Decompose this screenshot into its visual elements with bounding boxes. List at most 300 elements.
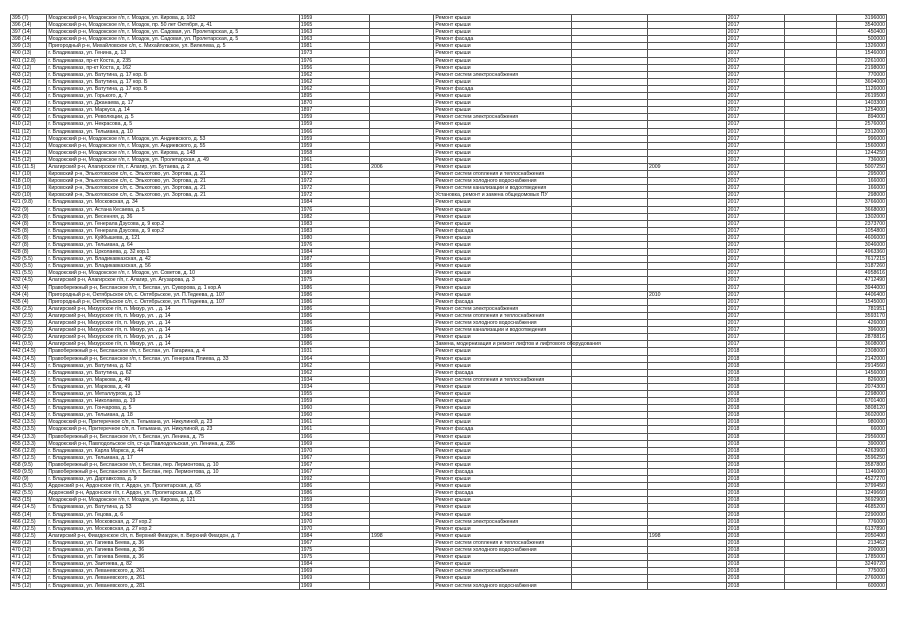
cost-cell: 4712490 [837, 277, 887, 284]
last-repair-year-cell [370, 29, 434, 36]
table-row [11, 43, 887, 50]
work-type-cell: Ремонт крыши [434, 575, 571, 582]
cost-cell: 3587800 [837, 461, 887, 468]
last-repair-year-cell [370, 242, 434, 249]
plan-year-cell: 2018 [726, 554, 784, 561]
address-cell: Алагирский р-н, Мизурское г/п, п. Мизур, ул. , д. 14 [47, 341, 299, 348]
table-row [11, 327, 887, 334]
repair-year-cell [647, 149, 726, 156]
plan-year-cell: 2018 [726, 532, 784, 539]
last-repair-year-cell [370, 43, 434, 50]
extra-cell [571, 192, 647, 199]
work-type-cell: Ремонт крыши [434, 93, 571, 100]
last-repair-year-cell [370, 298, 434, 305]
repair-year-cell [647, 426, 726, 433]
spacer-cell [785, 582, 837, 589]
extra-cell [571, 398, 647, 405]
cost-cell: 4406400 [837, 291, 887, 298]
extra-cell [571, 206, 647, 213]
last-repair-year-cell [370, 539, 434, 546]
plan-year-cell: 2017 [726, 312, 784, 319]
year-built-cell: 1959 [299, 15, 369, 22]
repair-year-cell [647, 469, 726, 476]
spacer-cell [785, 142, 837, 149]
capital-repair-schedule-table [10, 14, 887, 590]
spacer-cell [785, 469, 837, 476]
plan-year-cell: 2017 [726, 78, 784, 85]
cost-cell: 1244250 [837, 149, 887, 156]
repair-year-cell [647, 568, 726, 575]
plan-year-cell: 2017 [726, 50, 784, 57]
plan-year-cell: 2018 [726, 390, 784, 397]
repair-year-cell [647, 57, 726, 64]
table-row [11, 213, 887, 220]
address-cell: г. Владикавказ, ул. Гагиева Беева, д. 36 [47, 547, 299, 554]
extra-cell [571, 298, 647, 305]
last-repair-year-cell [370, 36, 434, 43]
last-repair-year-cell [370, 355, 434, 362]
table-row [11, 419, 887, 426]
spacer-cell [785, 163, 837, 170]
spacer-cell [785, 412, 837, 419]
year-built-cell: 1983 [299, 227, 369, 234]
row-number-cell: 401 (12.8) [11, 57, 47, 64]
work-type-cell: Ремонт крыши [434, 242, 571, 249]
extra-cell [571, 504, 647, 511]
spacer-cell [785, 511, 837, 518]
plan-year-cell: 2018 [726, 461, 784, 468]
address-cell: г. Владикавказ, ул. Ватутина, д. 62 [47, 369, 299, 376]
cost-cell: 200000 [837, 547, 887, 554]
year-built-cell: 1962 [299, 71, 369, 78]
cost-cell: 3944000 [837, 284, 887, 291]
last-repair-year-cell [370, 433, 434, 440]
row-number-cell: 453 (13.5) [11, 426, 47, 433]
cost-cell: 2074300 [837, 383, 887, 390]
cost-cell: 4527270 [837, 476, 887, 483]
last-repair-year-cell [370, 71, 434, 78]
year-built-cell: 1983 [299, 220, 369, 227]
spacer-cell [785, 78, 837, 85]
cost-cell: 213462 [837, 539, 887, 546]
cost-cell: 600000 [837, 582, 887, 589]
year-built-cell: 1958 [299, 504, 369, 511]
year-built-cell: 1975 [299, 547, 369, 554]
extra-cell [571, 454, 647, 461]
table-row [11, 454, 887, 461]
extra-cell [571, 85, 647, 92]
repair-year-cell [647, 511, 726, 518]
spacer-cell [785, 107, 837, 114]
address-cell: Ардонский р-н, Ардонское г/п, г. Ардон, ул. Пролетарская, д. 65 [47, 483, 299, 490]
plan-year-cell: 2017 [726, 341, 784, 348]
plan-year-cell: 2017 [726, 29, 784, 36]
work-type-cell: Ремонт крыши [434, 270, 571, 277]
work-type-cell: Замена, модернизация и ремонт лифтов и лифтового оборудования [435, 341, 601, 348]
cost-cell: 2760000 [837, 575, 887, 582]
address-cell: г. Владикавказ, ул. Гагиева Беева, д. 36 [47, 554, 299, 561]
year-built-cell: 1986 [299, 263, 369, 270]
address-cell: г. Владикавказ, ул. Ватутина, д. 53 [47, 504, 299, 511]
spacer-cell [785, 532, 837, 539]
repair-year-cell [647, 369, 726, 376]
plan-year-cell: 2018 [726, 568, 784, 575]
row-number-cell: 448 (14.5) [11, 390, 47, 397]
cost-cell: 1546000 [837, 50, 887, 57]
plan-year-cell: 2018 [726, 419, 784, 426]
row-number-cell: 432 (4.5) [11, 277, 47, 284]
table-row [11, 476, 887, 483]
extra-cell [571, 539, 647, 546]
cost-cell: 2261000 [837, 57, 887, 64]
year-built-cell: 1960 [299, 405, 369, 412]
table-row [11, 561, 887, 568]
work-type-cell: Ремонт систем отопления и теплоснабжения [434, 312, 571, 319]
cost-cell: 894000 [837, 114, 887, 121]
table-row [11, 234, 887, 241]
last-repair-year-cell [370, 376, 434, 383]
year-built-cell: 1962 [299, 369, 369, 376]
address-cell: Пригородный р-н, Октябрьское с/п, с. Октябрьское, ул. П.Тедеева, д. 107 [47, 298, 299, 305]
spacer-cell [785, 263, 837, 270]
spacer-cell [785, 284, 837, 291]
extra-cell [571, 78, 647, 85]
address-cell: г. Владикавказ, ул. Ватутина, д. 17 кор. Б [47, 78, 299, 85]
plan-year-cell: 2017 [726, 256, 784, 263]
work-type-cell: Ремонт фасада [434, 426, 571, 433]
row-number-cell: 447 (14.5) [11, 383, 47, 390]
extra-cell [571, 199, 647, 206]
address-cell: г. Владикавказ, ул. Заитиева, д. 82 [47, 561, 299, 568]
extra-cell [571, 312, 647, 319]
work-type-cell: Ремонт крыши [434, 107, 571, 114]
repair-year-cell [647, 518, 726, 525]
row-number-cell: 465 (14) [11, 511, 47, 518]
row-number-cell: 459 (9.5) [11, 469, 47, 476]
plan-year-cell: 2017 [726, 327, 784, 334]
extra-cell [571, 561, 647, 568]
spacer-cell [785, 85, 837, 92]
spacer-cell [785, 36, 837, 43]
year-built-cell: 1975 [299, 277, 369, 284]
row-number-cell: 424 (8) [11, 220, 47, 227]
table-row [11, 57, 887, 64]
year-built-cell: 1969 [299, 440, 369, 447]
address-cell: Моздокский р-н, Моздокское г/п, г. Моздок, ул. Пролетарская, д. 49 [47, 156, 299, 163]
table-row [11, 71, 887, 78]
work-type-cell: Ремонт крыши [434, 15, 571, 22]
year-built-cell: 1986 [299, 312, 369, 319]
extra-cell [571, 419, 647, 426]
last-repair-year-cell [370, 447, 434, 454]
plan-year-cell: 2018 [726, 426, 784, 433]
repair-year-cell [647, 85, 726, 92]
year-built-cell: 1986 [299, 284, 369, 291]
last-repair-year-cell [370, 561, 434, 568]
plan-year-cell: 2017 [726, 199, 784, 206]
plan-year-cell: 2017 [726, 100, 784, 107]
year-built-cell: 1959 [299, 135, 369, 142]
table-row [11, 504, 887, 511]
cost-cell: 2298000 [837, 390, 887, 397]
cost-cell: 3046000 [837, 242, 887, 249]
cost-cell: 736000 [837, 156, 887, 163]
cost-cell: 1560000 [837, 142, 887, 149]
year-built-cell: 1870 [299, 100, 369, 107]
spacer-cell [785, 539, 837, 546]
cost-cell: 3608000 [837, 341, 887, 348]
plan-year-cell: 2018 [726, 348, 784, 355]
spacer-cell [785, 220, 837, 227]
row-number-cell: 439 (2.5) [11, 327, 47, 334]
work-type-cell: Ремонт крыши [434, 64, 571, 71]
year-built-cell: 1955 [299, 390, 369, 397]
spacer-cell [785, 554, 837, 561]
table-row [11, 171, 887, 178]
table-row [11, 64, 887, 71]
cost-cell: 295000 [837, 171, 887, 178]
table-row [11, 206, 887, 213]
extra-cell [571, 135, 647, 142]
plan-year-cell: 2018 [726, 433, 784, 440]
table-row [11, 341, 887, 348]
table-row [11, 29, 887, 36]
table-row [11, 242, 887, 249]
extra-cell [571, 43, 647, 50]
spacer-cell [785, 29, 837, 36]
year-built-cell: 1972 [299, 185, 369, 192]
table-row [11, 568, 887, 575]
plan-year-cell: 2018 [726, 362, 784, 369]
year-built-cell: 1931 [299, 348, 369, 355]
row-number-cell: 436 (2.5) [11, 305, 47, 312]
row-number-cell: 473 (12) [11, 568, 47, 575]
work-type-cell: Ремонт крыши [434, 22, 571, 29]
work-type-cell: Ремонт крыши [434, 128, 571, 135]
work-type-cell: Ремонт фасада [434, 227, 571, 234]
last-repair-year-cell [370, 277, 434, 284]
repair-year-cell [647, 15, 726, 22]
repair-year-cell [647, 454, 726, 461]
table-row [11, 547, 887, 554]
repair-year-cell [647, 483, 726, 490]
row-number-cell: 455 (13.3) [11, 440, 47, 447]
cost-cell: 2142000 [837, 355, 887, 362]
row-number-cell: 462 (5.5) [11, 490, 47, 497]
address-cell: Моздокский р-н, Моздокское г/п, г. Моздок, ул. Андиевского, д. 53 [47, 135, 299, 142]
plan-year-cell: 2017 [726, 298, 784, 305]
repair-year-cell [647, 192, 726, 199]
row-number-cell: 403 (12) [11, 71, 47, 78]
cost-cell: 396000 [837, 327, 887, 334]
row-number-cell: 464 (14.5) [11, 504, 47, 511]
extra-cell [571, 575, 647, 582]
table-row [11, 490, 887, 497]
extra-cell [571, 100, 647, 107]
repair-year-cell [647, 320, 726, 327]
address-cell: Моздокский р-н, Моздокское г/п, г. Моздок, ул. Садовая, ул. Пролетарская, д. 5 [47, 29, 299, 36]
last-repair-year-cell [370, 291, 434, 298]
table-row [11, 355, 887, 362]
year-built-cell: 1965 [299, 22, 369, 29]
spacer-cell [785, 249, 837, 256]
plan-year-cell: 2017 [726, 171, 784, 178]
table-row [11, 440, 887, 447]
table-row [11, 405, 887, 412]
year-built-cell: 1970 [299, 447, 369, 454]
row-number-cell: 429 (5.5) [11, 256, 47, 263]
extra-cell [571, 57, 647, 64]
repair-year-cell [647, 419, 726, 426]
table-row [11, 36, 887, 43]
cost-cell: 770000 [837, 71, 887, 78]
address-cell: Моздокский р-н, Притеречное с/п, п. Тельмана, ул. Никулиной, д. 23 [47, 419, 299, 426]
cost-cell: 1326000 [837, 43, 887, 50]
address-cell: Правобережный р-н, Бесланское г/п, г. Беслан, ул. Суворова, д. 1 кор.А [47, 284, 299, 291]
spacer-cell [785, 100, 837, 107]
address-cell: Моздокский р-н, Моздокское г/п, г. Моздок, ул. Андиевского, д. 55 [47, 142, 299, 149]
repair-year-cell [647, 504, 726, 511]
repair-year-cell [647, 114, 726, 121]
cost-cell: 390000 [837, 440, 887, 447]
work-type-cell: Ремонт крыши [434, 461, 571, 468]
extra-cell [571, 582, 647, 589]
address-cell: г. Владикавказ, пр-кт Коста, д. 162 [47, 64, 299, 71]
last-repair-year-cell [370, 327, 434, 334]
spacer-cell [785, 376, 837, 383]
extra-cell [571, 29, 647, 36]
work-type-cell: Ремонт крыши [434, 362, 571, 369]
table-row [11, 511, 887, 518]
repair-year-cell [647, 220, 726, 227]
last-repair-year-cell [370, 497, 434, 504]
table-row [11, 390, 887, 397]
row-number-cell: 475 (12) [11, 582, 47, 589]
cost-cell: 66000 [837, 426, 887, 433]
repair-year-cell [647, 539, 726, 546]
spacer-cell [785, 334, 837, 341]
extra-cell [571, 277, 647, 284]
extra-cell [571, 178, 647, 185]
table-row [11, 249, 887, 256]
cost-cell: 1456000 [837, 369, 887, 376]
spacer-cell [785, 192, 837, 199]
last-repair-year-cell [370, 22, 434, 29]
plan-year-cell: 2018 [726, 383, 784, 390]
plan-year-cell: 2017 [726, 85, 784, 92]
spacer-cell [785, 227, 837, 234]
work-type-cell: Ремонт крыши [434, 504, 571, 511]
address-cell: Алагирский р-н, Алагирское г/п, г. Алагир, ул. Агузарова, д. 3 [47, 277, 299, 284]
last-repair-year-cell [370, 405, 434, 412]
last-repair-year-cell [370, 15, 434, 22]
cost-cell: 3668000 [837, 206, 887, 213]
spacer-cell [785, 185, 837, 192]
work-type-cell: Ремонт фасада [434, 490, 571, 497]
plan-year-cell: 2017 [726, 163, 784, 170]
table-row [11, 575, 887, 582]
cost-cell: 500000 [837, 36, 887, 43]
address-cell: Кировский р-н, Эльхотовское с/п, с. Эльхотово, ул. Зортова, д. 21 [47, 178, 299, 185]
last-repair-year-cell [370, 568, 434, 575]
work-type-cell: Ремонт крыши [434, 234, 571, 241]
cost-cell: 2050400 [837, 532, 887, 539]
last-repair-year-cell [370, 206, 434, 213]
repair-year-cell [647, 156, 726, 163]
cost-cell: 2914560 [837, 362, 887, 369]
year-built-cell: 1962 [299, 78, 369, 85]
plan-year-cell: 2018 [726, 582, 784, 589]
repair-year-cell [647, 64, 726, 71]
repair-year-cell [647, 547, 726, 554]
work-type-cell: Ремонт фасада [434, 36, 571, 43]
last-repair-year-cell [370, 270, 434, 277]
row-number-cell: 431 (5.5) [11, 270, 47, 277]
spacer-cell [785, 43, 837, 50]
table-row [11, 362, 887, 369]
table-row [11, 149, 887, 156]
spacer-cell [785, 383, 837, 390]
address-cell: г. Владикавказ, пр-кт Коста, д. 235 [47, 57, 299, 64]
extra-cell [571, 348, 647, 355]
row-number-cell: 420 (10) [11, 192, 47, 199]
table-row [11, 469, 887, 476]
last-repair-year-cell [370, 128, 434, 135]
work-type-cell: Ремонт систем холодного водоснабжения [434, 178, 571, 185]
last-repair-year-cell [370, 440, 434, 447]
plan-year-cell: 2018 [726, 412, 784, 419]
extra-cell [571, 121, 647, 128]
work-type-cell: Ремонт фасада [434, 298, 571, 305]
row-number-cell: 471 (12) [11, 554, 47, 561]
cost-cell: 426000 [837, 320, 887, 327]
year-built-cell: 1984 [299, 199, 369, 206]
address-cell: г. Владикавказ, ул. Николаева, д. 19 [47, 398, 299, 405]
year-built-cell: 1966 [299, 433, 369, 440]
address-cell: Алагирский р-н, Мизурское г/п, п. Мизур, ул. , д. 14 [47, 334, 299, 341]
plan-year-cell: 2017 [726, 234, 784, 241]
address-cell: Моздокский р-н, Моздокское г/п, г. Моздок, пр. 50 лет Октября, д. 41 [47, 22, 299, 29]
last-repair-year-cell [370, 511, 434, 518]
work-type-cell: Ремонт крыши [434, 249, 571, 256]
last-repair-year-cell [370, 362, 434, 369]
spacer-cell [785, 71, 837, 78]
repair-year-cell [647, 412, 726, 419]
repair-year-cell [647, 256, 726, 263]
row-number-cell: 423 (8) [11, 213, 47, 220]
row-number-cell: 427 (8) [11, 242, 47, 249]
cost-cell: 7617215 [837, 256, 887, 263]
spacer-cell [785, 362, 837, 369]
cost-cell: 826000 [837, 376, 887, 383]
year-built-cell: 1967 [299, 539, 369, 546]
extra-cell [571, 461, 647, 468]
extra-cell [571, 220, 647, 227]
year-built-cell: 1956 [299, 64, 369, 71]
cost-cell: 2290000 [837, 511, 887, 518]
table-row [11, 121, 887, 128]
row-number-cell: 409 (12) [11, 114, 47, 121]
cost-cell: 3593170 [837, 312, 887, 319]
address-cell: Правобережный р-н, Бесланское г/п, г. Беслан, ул. Гагарина, д. 4 [47, 348, 299, 355]
address-cell: г. Владикавказ, ул. Карла Маркса, д. 44 [47, 447, 299, 454]
address-cell: Пригородный р-н, Михайловское с/п, с. Михайловское, ул. Вилелева, д. 5 [47, 43, 299, 50]
last-repair-year-cell [370, 426, 434, 433]
table-row [11, 22, 887, 29]
last-repair-year-cell [370, 227, 434, 234]
row-number-cell: 422 (9) [11, 206, 47, 213]
spacer-cell [785, 348, 837, 355]
